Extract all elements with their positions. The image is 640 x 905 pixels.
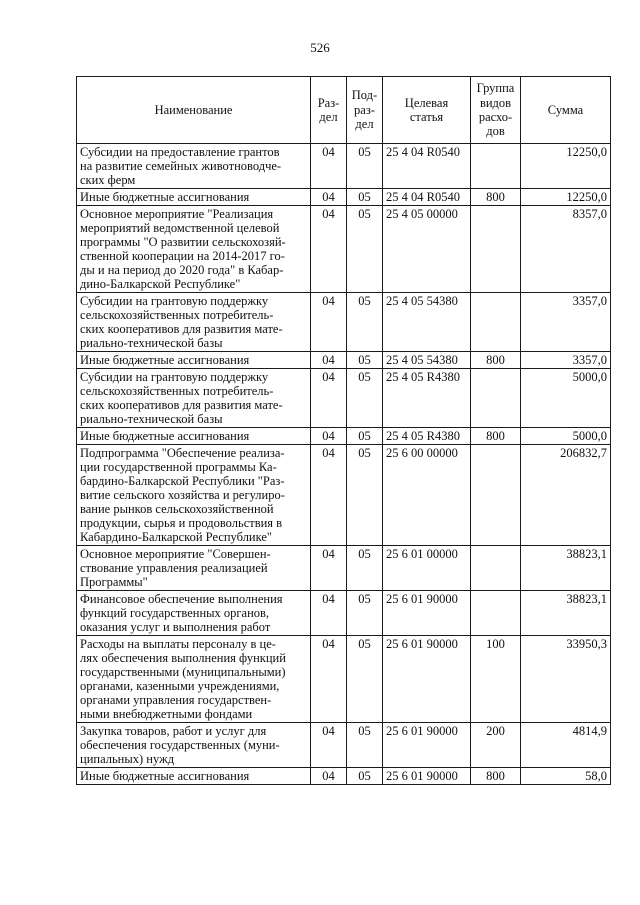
table-row: [77, 723, 611, 768]
row-name: Основное мероприятие "Совершен- ствование управления реализацией Программы": [77, 546, 311, 591]
row-sum: 38823,1: [521, 546, 611, 591]
row-section: 04: [311, 591, 347, 636]
row-target: 25 4 05 54380: [383, 293, 471, 352]
row-name: Субсидии на грантовую поддержку сельскохозяйственных потребитель- ских кооперативов для развития мате- риально-технической базы: [77, 369, 311, 428]
row-sum: 3357,0: [521, 293, 611, 352]
row-sum: 33950,3: [521, 636, 611, 723]
row-sum: 12250,0: [521, 189, 611, 206]
row-group: 800: [471, 768, 521, 785]
row-sum: 8357,0: [521, 206, 611, 293]
row-target: 25 6 01 00000: [383, 546, 471, 591]
row-subsection: 05: [347, 189, 383, 206]
row-name: Закупка товаров, работ и услуг для обеспечения государственных (муни- ципальных) нужд: [77, 723, 311, 768]
table-row: [77, 546, 611, 591]
row-section: 04: [311, 428, 347, 445]
row-name: Подпрограмма "Обеспечение реализа- ции государственной программы Ка- бардино-Балкарской Республики "Раз- витие сельского хозяйства и регулиро- вание рынков сельскохозяйственной продукции, сырья и продовольствия в Кабардино-Балкарской Республике": [77, 445, 311, 546]
table-row: [77, 636, 611, 723]
row-name: Иные бюджетные ассигнования: [77, 428, 311, 445]
row-name: Финансовое обеспечение выполнения функций государственных органов, оказания услуг и выполнения работ: [77, 591, 311, 636]
page-number: 526: [310, 40, 330, 55]
row-section: 04: [311, 369, 347, 428]
row-section: 04: [311, 293, 347, 352]
header-group: Группа видов расхо- дов: [471, 77, 521, 144]
row-target: 25 4 05 R4380: [383, 428, 471, 445]
row-sum: 12250,0: [521, 144, 611, 189]
row-section: 04: [311, 352, 347, 369]
row-target: 25 4 04 R0540: [383, 144, 471, 189]
table-row: [77, 189, 611, 206]
row-section: 04: [311, 768, 347, 785]
row-group: [471, 206, 521, 293]
row-sum: 3357,0: [521, 352, 611, 369]
table-row: [77, 445, 611, 546]
row-subsection: 05: [347, 636, 383, 723]
row-name: Иные бюджетные ассигнования: [77, 352, 311, 369]
budget-table: [76, 76, 611, 785]
table-row: [77, 293, 611, 352]
row-target: 25 4 05 54380: [383, 352, 471, 369]
row-target: 25 6 01 90000: [383, 591, 471, 636]
header-name: Наименование: [77, 77, 311, 144]
table-row: [77, 768, 611, 785]
table-row: [77, 369, 611, 428]
row-subsection: 05: [347, 546, 383, 591]
row-sum: 58,0: [521, 768, 611, 785]
header-sum: Сумма: [521, 77, 611, 144]
row-target: 25 6 01 90000: [383, 768, 471, 785]
header-target: Целевая статья: [383, 77, 471, 144]
row-section: 04: [311, 636, 347, 723]
row-sum: 4814,9: [521, 723, 611, 768]
row-subsection: 05: [347, 352, 383, 369]
row-group: [471, 591, 521, 636]
row-section: 04: [311, 206, 347, 293]
row-subsection: 05: [347, 768, 383, 785]
row-section: 04: [311, 445, 347, 546]
row-group: [471, 144, 521, 189]
header-subsection: Под- раз- дел: [347, 77, 383, 144]
table-row: [77, 352, 611, 369]
row-target: 25 6 01 90000: [383, 636, 471, 723]
table-row: [77, 428, 611, 445]
row-group: 800: [471, 189, 521, 206]
row-subsection: 05: [347, 591, 383, 636]
row-subsection: 05: [347, 293, 383, 352]
row-section: 04: [311, 144, 347, 189]
table-row: [77, 206, 611, 293]
row-group: [471, 293, 521, 352]
row-name: Расходы на выплаты персоналу в це- лях обеспечения выполнения функций государственными (муниципальными) органами, казенными учреждениями, органами управления государствен- ными внебюджетными фондами: [77, 636, 311, 723]
row-name: Субсидии на грантовую поддержку сельскохозяйственных потребитель- ских кооперативов для развития мате- риально-технической базы: [77, 293, 311, 352]
row-subsection: 05: [347, 445, 383, 546]
row-group: [471, 546, 521, 591]
row-group: [471, 445, 521, 546]
row-name: Иные бюджетные ассигнования: [77, 768, 311, 785]
table-row: [77, 144, 611, 189]
table-row: [77, 591, 611, 636]
row-group: 200: [471, 723, 521, 768]
row-section: 04: [311, 189, 347, 206]
row-target: 25 4 05 00000: [383, 206, 471, 293]
row-target: 25 4 04 R0540: [383, 189, 471, 206]
row-subsection: 05: [347, 428, 383, 445]
row-sum: 38823,1: [521, 591, 611, 636]
row-sum: 5000,0: [521, 369, 611, 428]
row-section: 04: [311, 546, 347, 591]
row-name: Иные бюджетные ассигнования: [77, 189, 311, 206]
row-sum: 5000,0: [521, 428, 611, 445]
row-name: Субсидии на предоставление грантов на развитие семейных животноводче- ских ферм: [77, 144, 311, 189]
row-target: 25 6 01 90000: [383, 723, 471, 768]
row-subsection: 05: [347, 144, 383, 189]
row-target: 25 6 00 00000: [383, 445, 471, 546]
row-section: 04: [311, 723, 347, 768]
row-group: 100: [471, 636, 521, 723]
row-subsection: 05: [347, 206, 383, 293]
row-name: Основное мероприятие "Реализация мероприятий ведомственной целевой программы "О развитии сельскохозяй- ственной кооперации на 2014-2017 го- ды и на период до 2020 года" в Кабар- дино-Балкарской Республике": [77, 206, 311, 293]
table-header-row: [77, 77, 611, 144]
row-group: [471, 369, 521, 428]
header-section: Раз- дел: [311, 77, 347, 144]
row-subsection: 05: [347, 723, 383, 768]
row-sum: 206832,7: [521, 445, 611, 546]
row-group: 800: [471, 428, 521, 445]
row-group: 800: [471, 352, 521, 369]
row-subsection: 05: [347, 369, 383, 428]
row-target: 25 4 05 R4380: [383, 369, 471, 428]
